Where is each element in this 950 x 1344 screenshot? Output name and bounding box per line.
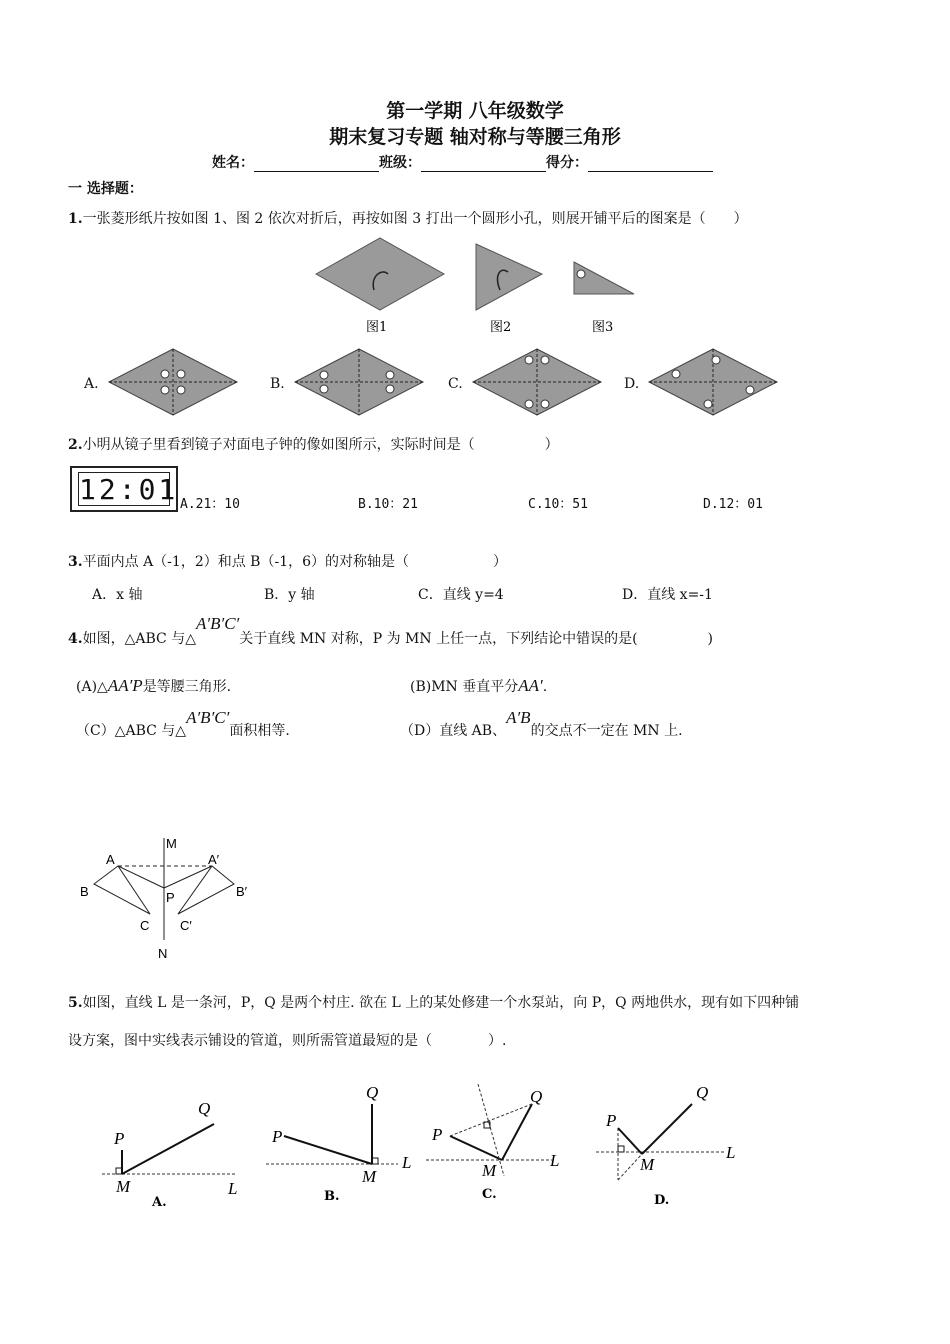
q3-option-a[interactable]: A．x 轴 xyxy=(92,587,143,603)
section-heading: 一 选择题： xyxy=(68,181,143,197)
q4-option-a[interactable] xyxy=(76,676,231,696)
q1-option-b-figure[interactable] xyxy=(292,346,426,418)
label-a-prime: A′ xyxy=(208,852,220,867)
q4-option-b[interactable] xyxy=(410,676,547,696)
clock-display: 12:01 xyxy=(79,473,179,506)
label-q: Q xyxy=(696,1083,709,1102)
class-blank[interactable] xyxy=(421,157,546,172)
label-m: M xyxy=(640,1155,655,1174)
label-q: Q xyxy=(530,1087,543,1106)
question-5-text-1: 如图，直线 L 是一条河，P，Q 是两个村庄. 欲在 L 上的某处修建一个水泵站，向 P，Q 两地供水，现有如下四种铺 xyxy=(82,995,800,1011)
symbol-aap: AA′P xyxy=(107,676,143,695)
fig3-label: 图3 xyxy=(592,320,614,335)
question-2 xyxy=(68,434,559,454)
question-2-text: 小明从镜子里看到镜子对面电子钟的像如图所示，实际时间是（ ） xyxy=(82,437,559,453)
label-l: L xyxy=(402,1153,412,1172)
label-m: M xyxy=(362,1167,377,1186)
q4-option-d-text-b: 的交点不一定在 MN 上. xyxy=(530,723,683,739)
label-l: L xyxy=(228,1179,238,1198)
q2-option-a[interactable]: A.21：10 xyxy=(180,497,240,512)
q1-option-a-figure[interactable] xyxy=(106,346,240,418)
rhombus-fig1 xyxy=(316,238,444,310)
q1-option-c-label[interactable]: C. xyxy=(448,376,463,392)
question-4-text-a: 如图，△ABC 与△ xyxy=(82,631,196,647)
q3-option-c[interactable]: C．直线 y=4 xyxy=(418,587,504,603)
page-title-line2: 期末复习专题 轴对称与等腰三角形 xyxy=(329,126,621,148)
mirror-clock xyxy=(70,466,178,512)
question-2-number: 2. xyxy=(68,437,83,453)
label-b: B xyxy=(80,884,89,899)
question-4-number: 4. xyxy=(68,631,83,647)
q4-option-a-text-b: 是等腰三角形. xyxy=(142,679,232,695)
q4-option-b-text-a: (B)MN 垂直平分 xyxy=(410,679,519,695)
question-3 xyxy=(68,551,507,571)
q2-option-c[interactable]: C.10：51 xyxy=(528,497,588,512)
q5-option-b-figure[interactable] xyxy=(262,1080,422,1212)
triangle-abc xyxy=(94,866,150,914)
question-5-line1 xyxy=(68,992,799,1012)
q1-option-c-figure[interactable] xyxy=(470,346,604,418)
score-blank[interactable] xyxy=(588,157,713,172)
score-label: 得分： xyxy=(546,155,588,171)
question-5-number: 5. xyxy=(68,995,83,1011)
q3-option-d[interactable]: D．直线 x=-1 xyxy=(622,587,713,603)
q2-option-d[interactable]: D.12：01 xyxy=(703,497,763,512)
student-info-row xyxy=(212,152,713,172)
q4-option-b-text-b: . xyxy=(542,679,548,695)
label-p: P xyxy=(166,890,175,905)
q4-option-c[interactable] xyxy=(76,708,290,740)
symbol-aa: AA′ xyxy=(518,676,543,695)
symbol-abc-prime: A′B′C′ xyxy=(195,614,240,633)
hole-circle xyxy=(577,270,585,278)
label-n: N xyxy=(158,946,168,961)
label-m: M xyxy=(482,1161,497,1180)
question-1-text: 一张菱形纸片按如图 1、图 2 依次对折后，再按如图 3 打出一个圆形小孔，则展开铺平后的图案是（ ） xyxy=(82,211,748,227)
name-label: 姓名： xyxy=(212,155,254,171)
q5-option-c-figure[interactable] xyxy=(424,1080,574,1212)
label-b-prime: B′ xyxy=(236,884,248,899)
q5-option-b-label[interactable]: B. xyxy=(324,1189,340,1204)
question-1-number: 1. xyxy=(68,211,83,227)
label-m: M xyxy=(166,836,177,851)
symbol-ab: A′B xyxy=(506,708,531,727)
q5-option-c-label[interactable]: C. xyxy=(482,1187,497,1202)
question-5-text-2: 设方案，图中实线表示铺设的管道，则所需管道最短的是（ ）. xyxy=(68,1033,507,1049)
label-m: M xyxy=(116,1177,131,1196)
question-4-text-b: 关于直线 MN 对称，P 为 MN 上任一点，下列结论中错误的是( ) xyxy=(239,631,714,647)
label-p: P xyxy=(606,1111,617,1130)
label-p: P xyxy=(114,1129,125,1148)
q5-option-a-label[interactable]: A. xyxy=(152,1195,167,1210)
label-c: C xyxy=(140,918,150,933)
q1-option-a-label[interactable]: A. xyxy=(84,376,99,392)
label-p: P xyxy=(272,1127,283,1146)
q5-option-a-figure[interactable] xyxy=(96,1080,256,1212)
fig2-label: 图2 xyxy=(490,320,512,335)
question-3-number: 3. xyxy=(68,554,83,570)
class-label: 班级： xyxy=(379,155,421,171)
label-p: P xyxy=(432,1125,443,1144)
question-3-text: 平面内点 A（-1，2）和点 B（-1，6）的对称轴是（ ） xyxy=(82,554,508,570)
q4-option-a-text-a: (A)△ xyxy=(76,679,108,695)
triangle-fig2 xyxy=(476,244,542,310)
triangle-abc-prime xyxy=(178,866,234,914)
q3-option-b[interactable]: B．y 轴 xyxy=(264,587,315,603)
label-l: L xyxy=(726,1143,736,1162)
q1-option-b-label[interactable]: B. xyxy=(270,376,285,392)
label-c-prime: C′ xyxy=(180,918,192,933)
question-1 xyxy=(68,208,748,228)
label-q: Q xyxy=(198,1099,211,1118)
label-q: Q xyxy=(366,1083,379,1102)
q5-option-d-figure[interactable] xyxy=(592,1080,752,1212)
label-l: L xyxy=(550,1151,560,1170)
fig1-label: 图1 xyxy=(366,320,388,335)
question-4 xyxy=(68,614,714,648)
q4-option-d-text-a: （D）直线 AB、 xyxy=(400,723,507,739)
q2-option-b[interactable]: B.10：21 xyxy=(358,497,418,512)
label-a: A xyxy=(106,852,115,867)
page-title-line1: 第一学期 八年级数学 xyxy=(386,100,564,122)
q4-option-c-text-b: 面积相等. xyxy=(229,723,290,739)
name-blank[interactable] xyxy=(254,157,379,172)
question-4-figure xyxy=(72,832,272,964)
q1-option-d-label[interactable]: D. xyxy=(624,376,640,392)
q4-option-c-text-a: （C）△ABC 与△ xyxy=(76,723,187,739)
q1-option-d-figure[interactable] xyxy=(646,346,780,418)
q4-option-d[interactable] xyxy=(400,708,683,740)
question-1-figures xyxy=(310,232,640,336)
symbol-abc-prime: A′B′C′ xyxy=(186,708,230,727)
q5-option-d-label[interactable]: D. xyxy=(654,1193,670,1208)
